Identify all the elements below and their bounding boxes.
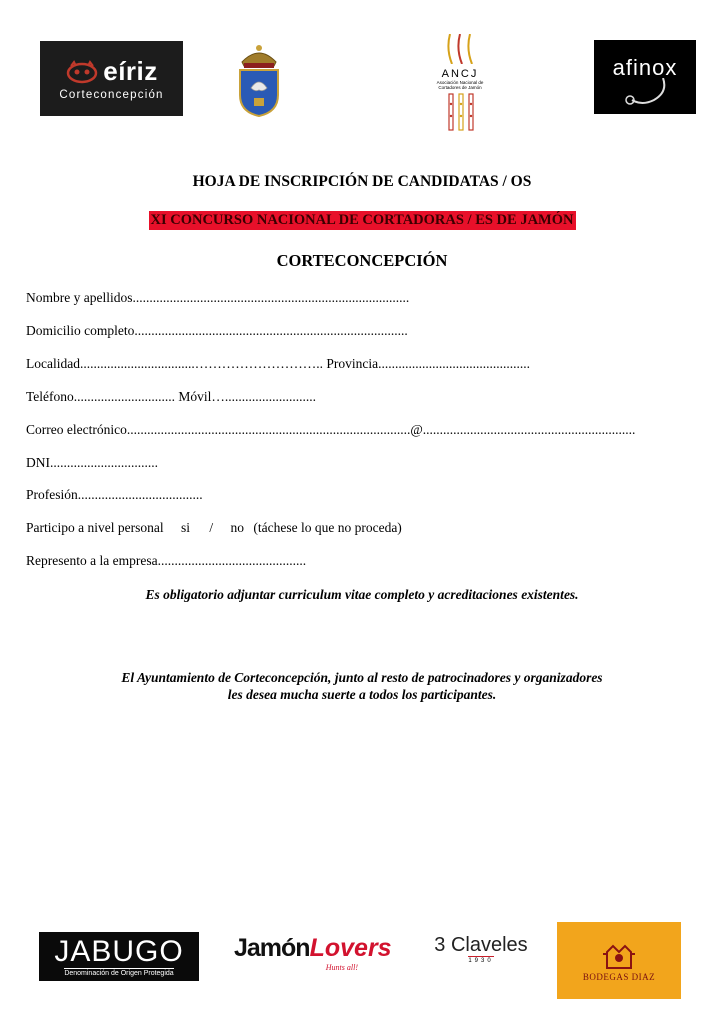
jabugo-logo-name: JABUGO	[54, 935, 184, 968]
field-telefono-row	[26, 389, 316, 405]
field-localidad[interactable]: Localidad..................................………………………..	[26, 356, 323, 371]
claveles-logo-year: 1930	[468, 958, 494, 964]
bodegas-diaz-logo	[557, 922, 681, 999]
field-dni[interactable]: DNI................................	[26, 455, 158, 470]
place-title: CORTECONCEPCIÓN	[276, 251, 448, 270]
field-nombre[interactable]: Nombre y apellidos..................................................................................	[26, 290, 410, 305]
afinox-logo-name: afinox	[612, 55, 678, 80]
ancj-logo-sub: Asociación Nacional de Cortadores de Jamón	[436, 80, 484, 90]
participo-label: Participo a nivel personal	[26, 520, 164, 535]
option-no[interactable]: no	[230, 520, 244, 535]
field-provincia[interactable]: Provincia.............................................	[326, 356, 530, 371]
claveles-logo-name: 3 Claveles	[434, 934, 528, 956]
jamonlovers-logo-part1: Jamón	[234, 934, 310, 962]
jamonlovers-logo	[234, 930, 392, 975]
ancj-logo	[428, 34, 492, 152]
participo-note: (táchese lo que no proceda)	[253, 520, 402, 535]
field-represento[interactable]: Represento a la empresa............................................	[26, 553, 307, 568]
jabugo-logo	[39, 932, 199, 981]
form-title: HOJA DE INSCRIPCIÓN DE CANDIDATAS / OS	[192, 173, 532, 190]
eiriz-logo	[40, 41, 183, 116]
claveles-logo	[425, 932, 537, 966]
knives-icon	[440, 34, 480, 64]
jamonlovers-logo-tag: Hunts all!	[325, 963, 358, 972]
field-correo-user[interactable]: Correo electrónico....................................................................................@	[26, 422, 423, 437]
field-localidad-row	[26, 356, 530, 372]
field-telefono[interactable]: Teléfono..............................	[26, 389, 176, 404]
note-obligatorio: Es obligatorio adjuntar curriculum vitae completo y acreditaciones existentes.	[145, 587, 579, 602]
field-domicilio[interactable]: Domicilio completo.................................................................................	[26, 323, 408, 338]
field-participo-row	[26, 520, 402, 536]
note-suerte-line2: les desea mucha suerte a todos los participantes.	[227, 687, 497, 702]
jamonlovers-logo-part2: Lovers	[309, 934, 392, 962]
field-correo-row	[26, 422, 635, 438]
afinox-logo	[594, 40, 696, 114]
option-si[interactable]: si	[180, 520, 190, 535]
field-movil[interactable]: Móvil…...........................	[178, 389, 317, 404]
knife-handles-icon	[440, 90, 480, 132]
eiriz-logo-sub: Corteconcepción	[59, 89, 164, 101]
option-slash: /	[209, 520, 214, 535]
pig-icon	[65, 60, 99, 84]
ham-holder-icon	[618, 78, 678, 108]
jabugo-logo-sub: Denominación de Origen Protegida	[64, 970, 174, 977]
note-suerte-line1: El Ayuntamiento de Corteconcepción, junto al resto de patrocinadores y organizadores	[121, 670, 603, 685]
eiriz-logo-name: eíriz	[103, 56, 158, 86]
bodegas-diaz-logo-name: BODEGAS DIAZ	[582, 971, 656, 982]
contest-title-wrap	[0, 211, 724, 230]
coat-of-arms-icon	[234, 40, 284, 118]
coat-of-arms-logo	[234, 40, 284, 118]
crest-icon	[599, 940, 639, 970]
ancj-logo-name: ANCJ	[441, 68, 479, 80]
field-profesion[interactable]: Profesión.....................................	[26, 487, 203, 502]
contest-title: XI CONCURSO NACIONAL DE CORTADORAS / ES DE JAMÓN	[150, 212, 574, 228]
field-correo-domain[interactable]: ...............................................................	[422, 422, 636, 437]
